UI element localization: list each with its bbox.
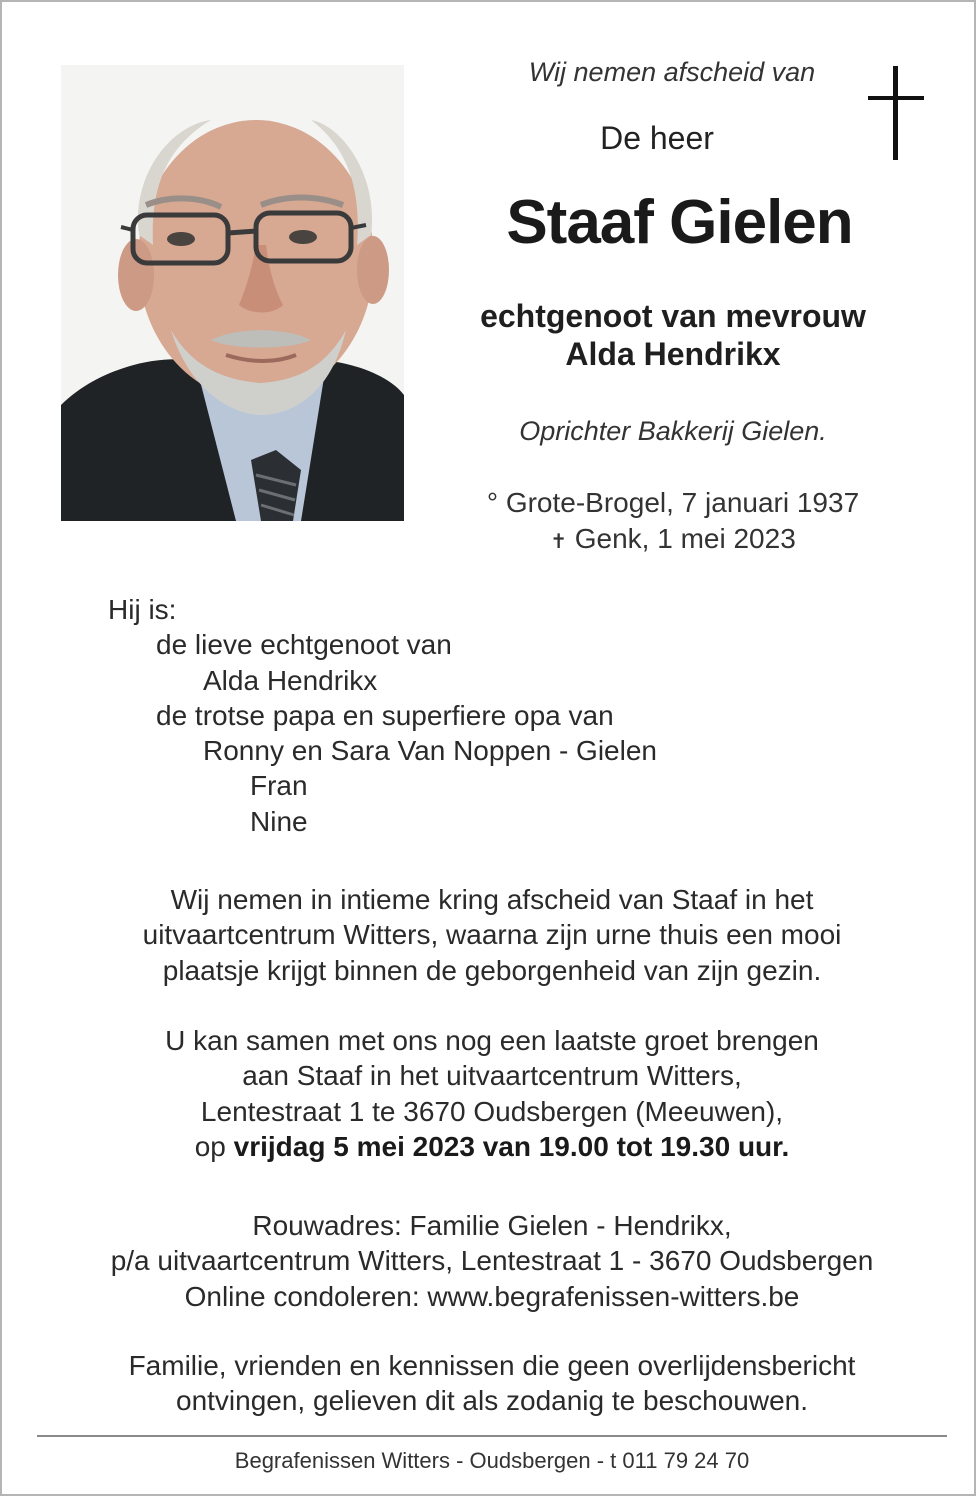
ceremony-line-1: Wij nemen in intieme kring afscheid van Staaf in het <box>170 884 814 915</box>
ceremony-line-3: plaatsje krijgt binnen de geborgenheid van zijn gezin. <box>162 954 822 986</box>
spouse-block <box>442 297 904 373</box>
death-date-line <box>442 521 904 560</box>
family-grandchild-2: Nine <box>250 805 308 837</box>
address-line-2: p/a uitvaartcentrum Witters, Lentestraat 1 - 3670 Oudsbergen <box>110 1245 874 1277</box>
visitation-line-4 <box>42 1129 942 1164</box>
notice-paragraph <box>42 1348 942 1419</box>
visitation-line-1: U kan samen met ons nog een laatste groet brengen <box>165 1025 819 1056</box>
visitation-datetime: vrijdag 5 mei 2023 van 19.00 tot 19.30 uur. <box>233 1130 790 1162</box>
family-block <box>108 592 808 839</box>
spouse-line-2: Alda Hendrikx <box>565 336 781 372</box>
deceased-name: Staaf Gielen <box>506 188 853 257</box>
intro-text: Wij nemen afscheid van <box>528 57 816 87</box>
visitation-line-2: aan Staaf in het uitvaartcentrum Witters, <box>242 1060 742 1092</box>
family-relation-2: de trotse papa en superfiere opa van <box>156 699 614 731</box>
address-paragraph <box>42 1208 942 1314</box>
footer-divider <box>37 1435 947 1437</box>
address-line-1: Rouwadres: Familie Gielen - Hendrikx, <box>252 1210 732 1241</box>
portrait-illustration <box>61 65 404 521</box>
condolence-link[interactable]: Online condoleren: www.begrafenissen-witters.be <box>184 1280 800 1312</box>
visitation-prefix: op <box>194 1130 226 1162</box>
family-grandchild-1: Fran <box>250 770 308 802</box>
birth-date: ° Grote-Brogel, 7 januari 1937 <box>486 487 860 518</box>
visitation-line-3: Lentestraat 1 te 3670 Oudsbergen (Meeuwen), <box>200 1095 784 1127</box>
family-relation-1: de lieve echtgenoot van <box>156 629 452 661</box>
notice-line-2: ontvingen, gelieven dit als zodanig te beschouwen. <box>176 1385 808 1417</box>
visitation-paragraph <box>42 1023 942 1164</box>
footer-text: Begrafenissen Witters - Oudsbergen - t 011 79 24 70 <box>234 1448 750 1473</box>
family-spouse-name: Alda Hendrikx <box>203 664 378 696</box>
death-date: Genk, 1 mei 2023 <box>574 523 796 554</box>
role-text: Oprichter Bakkerij Gielen. <box>519 416 827 446</box>
salutation: De heer <box>600 120 714 156</box>
ceremony-paragraph <box>42 882 942 988</box>
family-children: Ronny en Sara Van Noppen - Gielen <box>203 735 657 767</box>
death-cross-icon: ✝ <box>550 531 567 553</box>
spouse-line-1: echtgenoot van mevrouw <box>480 298 866 334</box>
family-heading: Hij is: <box>108 594 177 625</box>
notice-line-1: Familie, vrienden en kennissen die geen overlijdensbericht <box>128 1350 856 1381</box>
portrait-photo <box>61 65 404 521</box>
cross-icon <box>868 66 924 160</box>
dates-block <box>442 485 904 560</box>
ceremony-line-2: uitvaartcentrum Witters, waarna zijn urne thuis een mooi <box>142 919 842 951</box>
